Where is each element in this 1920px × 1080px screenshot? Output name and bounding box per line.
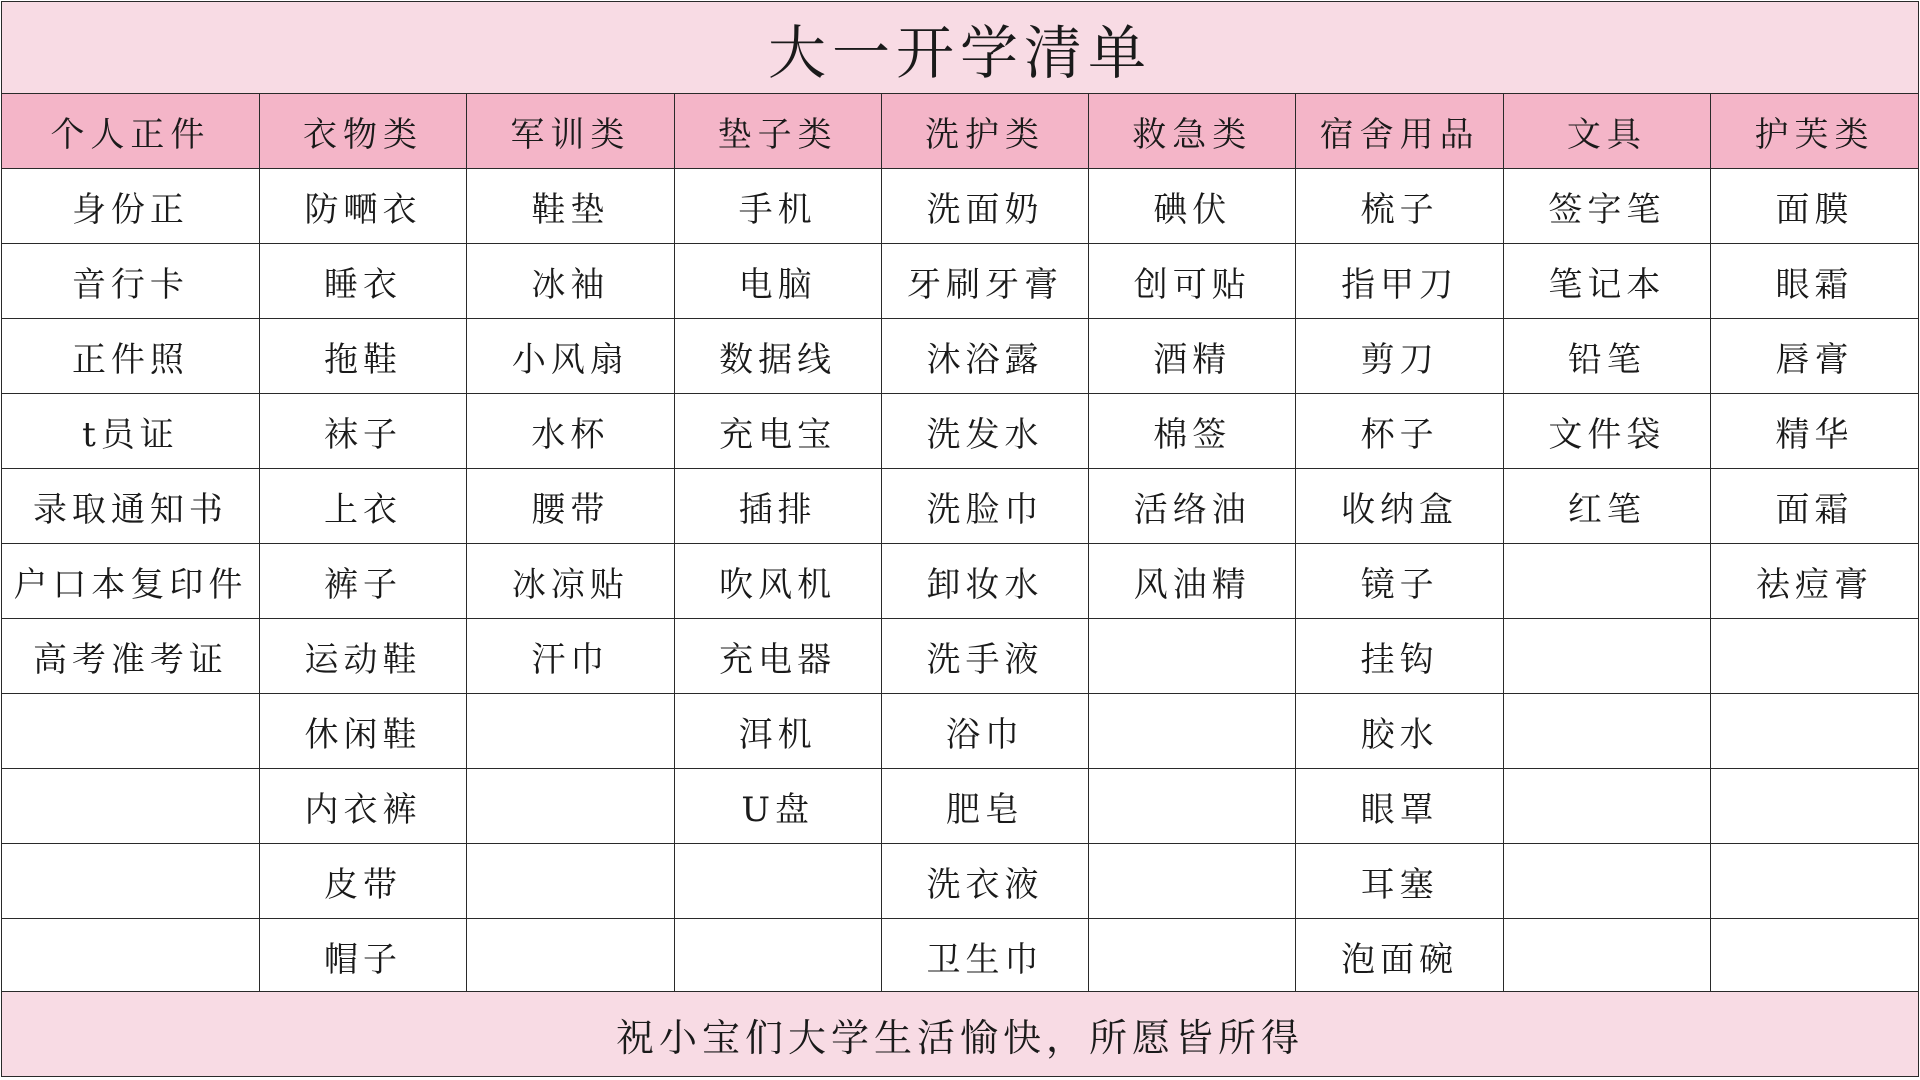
table-cell: 耳塞: [1296, 844, 1503, 919]
table-cell: 碘伏: [1089, 169, 1296, 244]
table-row: [2, 769, 1918, 844]
table-body: [2, 169, 1918, 994]
title-bar: [2, 2, 1918, 94]
table-row: [2, 694, 1918, 769]
table-cell: 面膜: [1711, 169, 1918, 244]
table-cell: [674, 844, 881, 919]
table-cell: 吹风机: [674, 544, 881, 619]
table-cell: 收纳盒: [1296, 469, 1503, 544]
table-cell: 卫生巾: [881, 919, 1088, 994]
table-cell: 上衣: [259, 469, 466, 544]
table-cell: 内衣裤: [259, 769, 466, 844]
table-cell: 眼罩: [1296, 769, 1503, 844]
table-cell: 插排: [674, 469, 881, 544]
table-cell: [1711, 769, 1918, 844]
table-cell: 洗脸巾: [881, 469, 1088, 544]
table-cell: 肥皂: [881, 769, 1088, 844]
table-cell: [467, 844, 674, 919]
table-cell: 充电器: [674, 619, 881, 694]
header-row: [2, 94, 1918, 169]
column-header: 救急类: [1089, 94, 1296, 169]
table-cell: [1503, 544, 1710, 619]
table-cell: t员证: [2, 394, 259, 469]
table-cell: 音行卡: [2, 244, 259, 319]
table-cell: 沐浴露: [881, 319, 1088, 394]
table-cell: 镜子: [1296, 544, 1503, 619]
table-cell: 水杯: [467, 394, 674, 469]
column-header: 个人正件: [2, 94, 259, 169]
table-row: [2, 919, 1918, 994]
table-cell: 运动鞋: [259, 619, 466, 694]
checklist-sheet: [1, 1, 1919, 1077]
column-header: 垫子类: [674, 94, 881, 169]
table-cell: U盘: [674, 769, 881, 844]
table-cell: 创可贴: [1089, 244, 1296, 319]
checklist-table: [2, 94, 1918, 993]
table-cell: 裤子: [259, 544, 466, 619]
table-cell: [1089, 769, 1296, 844]
table-cell: [1089, 844, 1296, 919]
table-cell: 风油精: [1089, 544, 1296, 619]
table-cell: [1089, 919, 1296, 994]
table-cell: 面霜: [1711, 469, 1918, 544]
table-cell: 洗发水: [881, 394, 1088, 469]
table-cell: [1503, 769, 1710, 844]
table-cell: 笔记本: [1503, 244, 1710, 319]
table-cell: 剪刀: [1296, 319, 1503, 394]
table-cell: 冰袖: [467, 244, 674, 319]
table-row: [2, 394, 1918, 469]
table-cell: 电脑: [674, 244, 881, 319]
table-cell: 洱机: [674, 694, 881, 769]
table-cell: [1711, 619, 1918, 694]
table-cell: 洗面奶: [881, 169, 1088, 244]
table-cell: 签字笔: [1503, 169, 1710, 244]
table-cell: 红笔: [1503, 469, 1710, 544]
column-header: 军训类: [467, 94, 674, 169]
footer-message: 祝小宝们大学生活愉快，所愿皆所得: [615, 1015, 1304, 1060]
table-cell: 袜子: [259, 394, 466, 469]
table-row: [2, 469, 1918, 544]
table-cell: 数据线: [674, 319, 881, 394]
table-cell: 正件照: [2, 319, 259, 394]
table-cell: [2, 769, 259, 844]
table-cell: 身份正: [2, 169, 259, 244]
table-cell: [1503, 694, 1710, 769]
table-cell: 手机: [674, 169, 881, 244]
table-cell: 录取通知书: [2, 469, 259, 544]
table-cell: [1711, 844, 1918, 919]
table-cell: [674, 919, 881, 994]
table-cell: 活络油: [1089, 469, 1296, 544]
table-cell: 唇膏: [1711, 319, 1918, 394]
table-cell: 鞋垫: [467, 169, 674, 244]
table-cell: 牙刷牙膏: [881, 244, 1088, 319]
table-cell: 胶水: [1296, 694, 1503, 769]
table-cell: 梳子: [1296, 169, 1503, 244]
table-cell: 防嗮衣: [259, 169, 466, 244]
table-cell: 浴巾: [881, 694, 1088, 769]
table-cell: [1503, 619, 1710, 694]
table-cell: [1503, 844, 1710, 919]
table-cell: 洗衣液: [881, 844, 1088, 919]
footer-bar: [2, 991, 1918, 1076]
table-cell: [1089, 619, 1296, 694]
table-cell: [467, 694, 674, 769]
table-cell: 精华: [1711, 394, 1918, 469]
table-cell: 卸妆水: [881, 544, 1088, 619]
table-cell: [1711, 919, 1918, 994]
table-cell: 帽子: [259, 919, 466, 994]
table-cell: 户口本复印件: [2, 544, 259, 619]
column-header: 衣物类: [259, 94, 466, 169]
column-header: 洗护类: [881, 94, 1088, 169]
table-cell: 眼霜: [1711, 244, 1918, 319]
table-cell: 充电宝: [674, 394, 881, 469]
table-cell: 泡面碗: [1296, 919, 1503, 994]
table-cell: 腰带: [467, 469, 674, 544]
table-cell: 酒精: [1089, 319, 1296, 394]
table-cell: 祛痘膏: [1711, 544, 1918, 619]
page-title: 大一开学清单: [767, 18, 1152, 87]
table-cell: [2, 919, 259, 994]
table-cell: [1503, 919, 1710, 994]
table-cell: 拖鞋: [259, 319, 466, 394]
table-row: [2, 169, 1918, 244]
column-header: 宿舍用品: [1296, 94, 1503, 169]
table-row: [2, 244, 1918, 319]
table-cell: 汗巾: [467, 619, 674, 694]
table-cell: 休闲鞋: [259, 694, 466, 769]
table-row: [2, 619, 1918, 694]
table-cell: [467, 919, 674, 994]
table-row: [2, 319, 1918, 394]
table-cell: 挂钩: [1296, 619, 1503, 694]
table-cell: 小风扇: [467, 319, 674, 394]
column-header: 文具: [1503, 94, 1710, 169]
table-cell: [467, 769, 674, 844]
table-cell: 皮带: [259, 844, 466, 919]
table-cell: 杯子: [1296, 394, 1503, 469]
table-cell: 睡衣: [259, 244, 466, 319]
table-cell: [2, 694, 259, 769]
table-cell: 铅笔: [1503, 319, 1710, 394]
table-row: [2, 844, 1918, 919]
table-cell: 洗手液: [881, 619, 1088, 694]
table-cell: 文件袋: [1503, 394, 1710, 469]
table-cell: 冰凉贴: [467, 544, 674, 619]
table-cell: [1089, 694, 1296, 769]
table-row: [2, 544, 1918, 619]
table-cell: 指甲刀: [1296, 244, 1503, 319]
table-cell: [2, 844, 259, 919]
table-cell: 棉签: [1089, 394, 1296, 469]
column-header: 护芙类: [1711, 94, 1918, 169]
table-cell: 高考准考证: [2, 619, 259, 694]
table-cell: [1711, 694, 1918, 769]
